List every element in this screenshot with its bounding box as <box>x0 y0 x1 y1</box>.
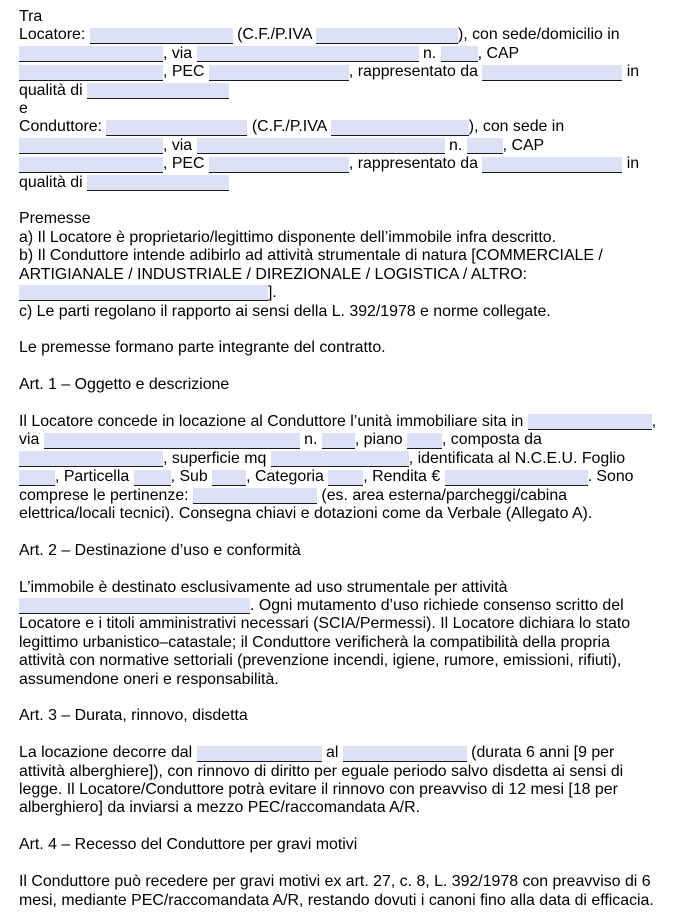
locatore-cf-label: (C.F./P.IVA <box>232 26 316 44</box>
conduttore-pec-label: , PEC <box>163 155 209 173</box>
premesse-closing-line <box>19 339 679 357</box>
conduttore-line-3 <box>19 155 679 173</box>
conduttore-pec-field[interactable] <box>209 157 349 173</box>
conduttore-sede-label: ), con sede in <box>468 118 565 136</box>
art1-number-label: n. <box>299 431 322 449</box>
art1-particella-field[interactable] <box>134 470 171 486</box>
art2-line-4 <box>19 634 679 652</box>
locatore-cap-label: , CAP <box>477 44 520 62</box>
art1-line-2 <box>19 431 679 449</box>
art1-categoria-field[interactable] <box>328 470 363 486</box>
premesse-closing-text: Le premesse formano parte integrante del contratto. <box>19 339 386 357</box>
locatore-rappresentato-label: , rappresentato da <box>348 63 483 81</box>
blank-line <box>19 560 679 578</box>
conduttore-cap-field[interactable] <box>19 157 163 173</box>
conduttore-line-1 <box>19 118 679 136</box>
art2-text-1: L’immobile è destinato esclusivamente ad uso strumentale per attività <box>19 578 508 596</box>
conduttore-cf-label: (C.F./P.IVA <box>247 118 331 136</box>
opening-line <box>19 8 679 26</box>
art1-surface-field[interactable] <box>271 451 409 467</box>
art4-text-2: mesi, mediante PEC/raccomandata A/R, restando dovuti i canoni fino alla data di efficacia. <box>19 891 654 909</box>
art1-categoria-label: , Categoria <box>246 468 329 486</box>
art3-title-line <box>19 707 679 725</box>
art3-text-3: legge. Il Locatore/Conduttore potrà evitare il rinnovo con preavviso di 12 mesi [18 per <box>19 781 618 799</box>
art1-title-line <box>19 376 679 394</box>
art1-line-6 <box>19 505 679 523</box>
locatore-qualita-label: qualità di <box>19 81 88 99</box>
conduttore-qualita-label: qualità di <box>19 173 88 191</box>
locatore-line-1 <box>19 26 679 44</box>
art1-pertinenze-field[interactable] <box>193 488 317 504</box>
premesse-b-suffix: ]. <box>268 284 277 302</box>
art1-floor-label: , piano <box>354 431 407 449</box>
conduttore-line-4 <box>19 174 679 192</box>
locatore-name-field[interactable] <box>90 28 233 44</box>
art3-title: Art. 3 – Durata, rinnovo, disdetta <box>19 707 248 725</box>
art1-text-5-end: (es. area esterna/parcheggi/cabina <box>317 486 568 504</box>
premesse-a-text: a) Il Locatore è proprietario/legittimo disponente dell’immobile infra descritto. <box>19 228 557 246</box>
conduttore-representative-field[interactable] <box>482 157 622 173</box>
art1-via-label: via <box>19 431 44 449</box>
art3-end-label: al <box>321 744 343 762</box>
locatore-cf-piva-field[interactable] <box>316 28 458 44</box>
art4-line-1 <box>19 873 679 891</box>
art2-title-line <box>19 542 679 560</box>
conduttore-role-field[interactable] <box>87 175 229 191</box>
conduttore-in-label: in <box>622 155 640 173</box>
art1-surface-label: , superficie mq <box>163 449 271 467</box>
opening-text: Tra <box>19 8 43 25</box>
premesse-title-line <box>19 210 679 228</box>
locatore-street-field[interactable] <box>197 46 419 62</box>
blank-line <box>19 726 679 744</box>
premesse-c-line <box>19 303 679 321</box>
art1-floor-field[interactable] <box>407 433 442 449</box>
art1-number-field[interactable] <box>322 433 355 449</box>
art1-text-4-end: . Sono <box>587 468 634 486</box>
art4-text-1: Il Conduttore può recedere per gravi motivi ex art. 27, c. 8, L. 392/1978 con preavviso di 6 <box>19 873 651 891</box>
art4-line-2 <box>19 892 679 910</box>
art1-rendita-field[interactable] <box>445 470 588 486</box>
locatore-role-field[interactable] <box>87 83 229 99</box>
locatore-pec-field[interactable] <box>209 65 349 81</box>
art2-line-5 <box>19 652 679 670</box>
locatore-label: Locatore: <box>19 26 90 44</box>
art4-title-line <box>19 836 679 854</box>
art3-text-2: attività alberghiere]), con rinnovo di diritto per eguale periodo salvo disdetta ai sensi di <box>19 762 624 780</box>
art1-rendita-label: , Rendita € <box>363 468 445 486</box>
conduttore-line-2 <box>19 137 679 155</box>
locatore-representative-field[interactable] <box>482 65 622 81</box>
art1-street-field[interactable] <box>44 433 300 449</box>
art1-line-4 <box>19 468 679 486</box>
conjunction-line <box>19 100 679 118</box>
art1-location-field[interactable] <box>528 414 652 430</box>
art3-text-4: alberghiero] da inviarsi a mezzo PEC/raccomandata A/R. <box>19 799 420 817</box>
conduttore-label: Conduttore: <box>19 118 107 136</box>
art3-end-date-field[interactable] <box>343 746 467 762</box>
lease-contract-document <box>19 8 679 910</box>
locatore-line-3 <box>19 63 679 81</box>
art1-foglio-field[interactable] <box>19 470 55 486</box>
art1-text-6: elettrica/locali tecnici). Consegna chiavi e dotazioni come da Verbale (Allegato A). <box>19 504 593 522</box>
locatore-number-label: n. <box>418 44 441 62</box>
blank-line <box>19 523 679 541</box>
art1-text-1: Il Locatore concede in locazione al Conduttore l’unità immobiliare sita in <box>19 412 528 430</box>
premesse-b-text-1: b) Il Conduttore intende adibirlo ad attività strumentale di natura [COMMERCIALE / <box>19 247 603 265</box>
art3-start-label: La locazione decorre dal <box>19 744 197 762</box>
blank-line <box>19 395 679 413</box>
locatore-city-field[interactable] <box>19 46 163 62</box>
art2-line-6 <box>19 671 679 689</box>
premesse-c-text: c) Le parti regolano il rapporto ai sensi della L. 392/1978 e norme collegate. <box>19 302 551 320</box>
locatore-in-label: in <box>622 63 640 81</box>
conduttore-cf-piva-field[interactable] <box>331 120 469 136</box>
conduttore-number-label: n. <box>444 136 467 154</box>
conjunction-text: e <box>19 100 28 118</box>
conduttore-name-field[interactable] <box>106 120 247 136</box>
art2-title: Art. 2 – Destinazione d’uso e conformità <box>19 541 301 559</box>
art3-line-4 <box>19 799 679 817</box>
art1-particella-label: , Particella <box>55 468 134 486</box>
art2-text-4: legittimo urbanistico–catastale; il Conduttore verificherà la compatibilità della propria <box>19 633 610 651</box>
art1-pertinenze-label: comprese le pertinenze: <box>19 486 194 504</box>
art3-line-1 <box>19 744 679 762</box>
locatore-via-label: , via <box>163 44 197 62</box>
art3-start-date-field[interactable] <box>197 746 322 762</box>
art1-line-5 <box>19 487 679 505</box>
conduttore-street-field[interactable] <box>197 138 445 154</box>
art1-composition-field[interactable] <box>19 451 163 467</box>
conduttore-city-field[interactable] <box>19 138 163 154</box>
premesse-title: Premesse <box>19 210 91 228</box>
blank-line <box>19 855 679 873</box>
art2-text-2-end: . Ogni mutamento d’uso richiede consenso scritto del <box>250 597 624 614</box>
blank-line <box>19 689 679 707</box>
art2-text-6: assumendone oneri e responsabilità. <box>19 670 279 688</box>
blank-line <box>19 358 679 376</box>
blank-line <box>19 818 679 836</box>
premesse-b-text-2: ARTIGIANALE / INDUSTRIALE / DIREZIONALE / LOGISTICA / ALTRO: <box>19 265 528 283</box>
art1-title: Art. 1 – Oggetto e descrizione <box>19 376 230 394</box>
art1-sub-field[interactable] <box>212 470 246 486</box>
premesse-a-line <box>19 229 679 247</box>
locatore-sede-label: ), con sede/domicilio in <box>457 26 620 44</box>
locatore-number-field[interactable] <box>441 46 478 62</box>
art3-line-3 <box>19 781 679 799</box>
conduttore-via-label: , via <box>163 136 197 154</box>
premesse-altro-field[interactable] <box>19 285 268 301</box>
conduttore-number-field[interactable] <box>467 138 503 154</box>
art2-text-3: Locatore e i titoli amministrativi necessari (SCIA/Permessi). Il Locatore dichiara lo stato <box>19 615 631 633</box>
premesse-b-line-2 <box>19 266 679 284</box>
art3-text-1-end: (durata 6 anni [9 per <box>466 744 615 762</box>
conduttore-rappresentato-label: , rappresentato da <box>348 155 483 173</box>
art1-composition-label: , composta da <box>441 431 542 449</box>
art1-text-1-end: , <box>651 412 657 430</box>
blank-line <box>19 321 679 339</box>
blank-line <box>19 192 679 210</box>
art2-activity-field[interactable] <box>19 598 250 614</box>
art2-line-2 <box>19 597 679 615</box>
locatore-line-4 <box>19 82 679 100</box>
premesse-b-line-1 <box>19 247 679 265</box>
conduttore-cap-label: , CAP <box>502 136 545 154</box>
locatore-line-2 <box>19 45 679 63</box>
locatore-cap-field[interactable] <box>19 65 163 81</box>
locatore-pec-label: , PEC <box>163 63 209 81</box>
art3-line-2 <box>19 763 679 781</box>
art2-text-5: attività con normative settoriali (prevenzione incendi, igiene, rumore, emissioni, rifiuti), <box>19 652 622 670</box>
art1-sub-label: , Sub <box>170 468 213 486</box>
art2-line-3 <box>19 615 679 633</box>
premesse-b-line-3 <box>19 284 679 302</box>
art1-line-3 <box>19 450 679 468</box>
art4-title: Art. 4 – Recesso del Conduttore per gravi motivi <box>19 836 358 854</box>
art1-line-1 <box>19 413 679 431</box>
art2-line-1 <box>19 579 679 597</box>
art1-foglio-label: , identificata al N.C.E.U. Foglio <box>408 449 626 467</box>
